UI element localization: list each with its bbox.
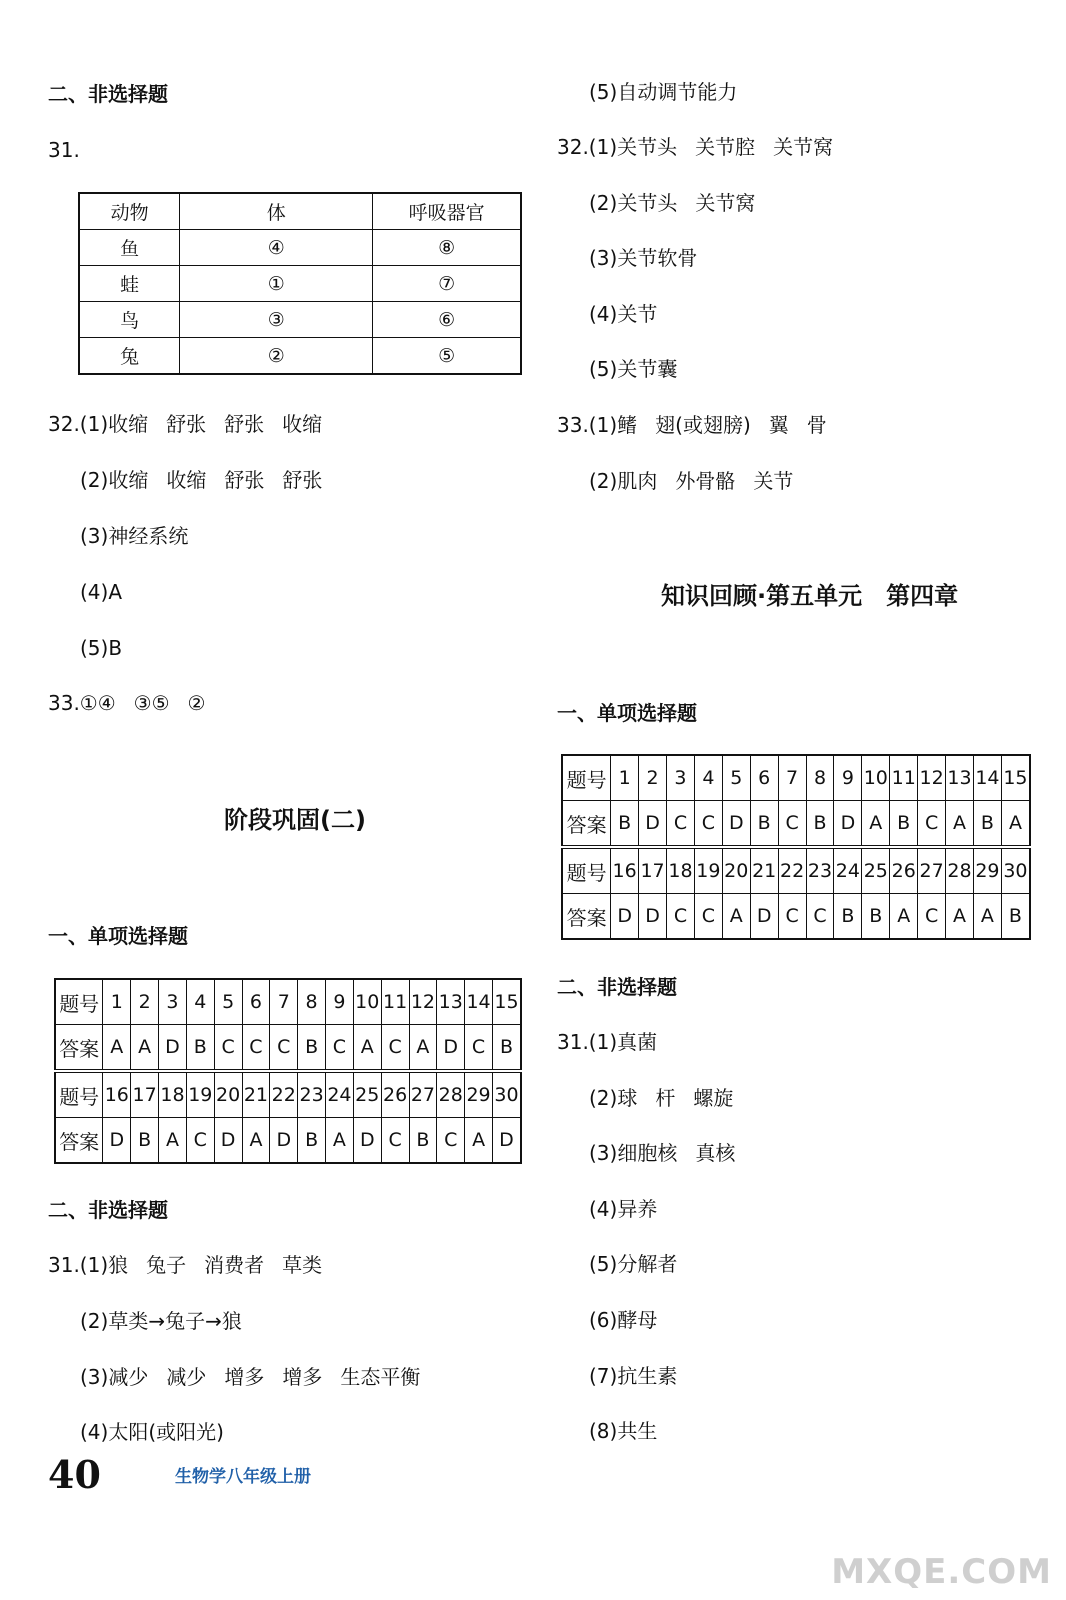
table-cell: 27 bbox=[409, 1071, 437, 1118]
number-row bbox=[562, 847, 1030, 894]
answer-text: 消费者 bbox=[204, 1253, 265, 1277]
answer-text: 杆 bbox=[655, 1086, 676, 1110]
table-cell: B bbox=[834, 894, 862, 940]
table-cell: B bbox=[890, 801, 918, 848]
table-cell: B bbox=[611, 801, 639, 848]
answer-line-c31-3 bbox=[589, 1139, 735, 1167]
table-cell: 17 bbox=[131, 1071, 159, 1118]
q31-label: 31. bbox=[48, 138, 80, 162]
table-cell: D bbox=[214, 1118, 242, 1164]
table-cell: D bbox=[722, 801, 750, 848]
answer-text: (2)球 bbox=[589, 1086, 638, 1110]
answer-text: 生态平衡 bbox=[340, 1365, 421, 1389]
row-label: 题号 bbox=[562, 847, 611, 894]
table-cell: A bbox=[409, 1025, 437, 1072]
table-cell: 7 bbox=[778, 755, 806, 801]
table-cell: A bbox=[103, 1025, 131, 1072]
answer-text: 关节腔 bbox=[695, 135, 756, 159]
table-cell: 13 bbox=[946, 755, 974, 801]
row-label: 题号 bbox=[562, 755, 611, 801]
table-cell: 15 bbox=[492, 979, 521, 1025]
table-cell: D bbox=[639, 894, 667, 940]
row-label: 答案 bbox=[562, 801, 611, 848]
table-cell: A bbox=[131, 1025, 159, 1072]
table-cell: 21 bbox=[750, 847, 778, 894]
table-cell: D bbox=[834, 801, 862, 848]
table-cell: 8 bbox=[298, 979, 326, 1025]
answer-table-stage2 bbox=[54, 978, 522, 1164]
chapter-title: 知识回顾·第五单元 第四章 bbox=[661, 582, 959, 610]
table-row bbox=[79, 266, 521, 302]
answer-line-b31-4: (4)太阳(或阳光) bbox=[80, 1420, 224, 1444]
section-heading-nonchoice: 二、非选择题 bbox=[557, 975, 677, 999]
table-cell: ② bbox=[180, 338, 373, 375]
answer-line-b31-2: (2)草类→兔子→狼 bbox=[80, 1309, 242, 1333]
answer-line-b31-3 bbox=[80, 1363, 420, 1391]
answer-line-q33 bbox=[48, 689, 205, 717]
answer-text: 收缩 bbox=[166, 468, 207, 492]
table-cell: B bbox=[806, 801, 834, 848]
table-cell: 4 bbox=[186, 979, 214, 1025]
table-cell: B bbox=[973, 801, 1001, 848]
table-cell: ⑦ bbox=[373, 266, 521, 302]
table-cell: 11 bbox=[890, 755, 918, 801]
table-cell: C bbox=[214, 1025, 242, 1072]
answer-line-b31-1 bbox=[48, 1251, 322, 1279]
answer-line-c31-4: (4)异养 bbox=[589, 1197, 658, 1221]
table-cell: 30 bbox=[492, 1071, 521, 1118]
table-cell: 10 bbox=[862, 755, 890, 801]
table-cell: ⑧ bbox=[373, 230, 521, 266]
answer-text: ② bbox=[187, 691, 206, 715]
header-cell: 动物 bbox=[79, 193, 180, 230]
table-cell: A bbox=[722, 894, 750, 940]
row-label: 答案 bbox=[55, 1025, 103, 1072]
answer-text: 33.①④ bbox=[48, 691, 116, 715]
animal-organ-table bbox=[78, 192, 522, 375]
table-cell: A bbox=[159, 1118, 187, 1164]
table-cell: C bbox=[694, 894, 722, 940]
table-cell: C bbox=[381, 1025, 409, 1072]
table-cell: C bbox=[326, 1025, 354, 1072]
answer-text: 收缩 bbox=[282, 412, 323, 436]
answer-line-r33-2 bbox=[589, 467, 793, 495]
row-label: 答案 bbox=[55, 1118, 103, 1164]
answer-text: 增多 bbox=[282, 1365, 323, 1389]
answer-text: 33.(1)鳍 bbox=[557, 413, 638, 437]
row-label: 题号 bbox=[55, 979, 103, 1025]
table-cell: B bbox=[298, 1118, 326, 1164]
table-cell: 26 bbox=[381, 1071, 409, 1118]
table-cell: 19 bbox=[694, 847, 722, 894]
answer-text: 翅(或翅膀) bbox=[655, 413, 751, 437]
number-row bbox=[562, 755, 1030, 801]
answer-text: 32.(1)收缩 bbox=[48, 412, 149, 436]
table-cell: 蛙 bbox=[79, 266, 180, 302]
answer-line-r32-2 bbox=[589, 189, 755, 217]
answer-line-r32-4: (4)关节 bbox=[589, 302, 658, 326]
table-cell: D bbox=[750, 894, 778, 940]
table-row bbox=[79, 230, 521, 266]
table-cell: B bbox=[298, 1025, 326, 1072]
table-cell: 8 bbox=[806, 755, 834, 801]
table-cell: 28 bbox=[946, 847, 974, 894]
table-cell: 5 bbox=[214, 979, 242, 1025]
table-cell: 21 bbox=[242, 1071, 270, 1118]
table-cell: 6 bbox=[750, 755, 778, 801]
answer-line-r32-1 bbox=[557, 133, 833, 161]
table-cell: C bbox=[778, 894, 806, 940]
table-cell: 3 bbox=[159, 979, 187, 1025]
table-cell: ⑥ bbox=[373, 302, 521, 338]
table-cell: D bbox=[639, 801, 667, 848]
table-cell: B bbox=[1001, 894, 1030, 940]
answer-text: 翼 bbox=[768, 413, 789, 437]
table-cell: 7 bbox=[270, 979, 298, 1025]
answer-text: 真核 bbox=[695, 1141, 736, 1165]
table-row bbox=[79, 338, 521, 375]
table-cell: A bbox=[946, 801, 974, 848]
table-cell: 16 bbox=[103, 1071, 131, 1118]
table-cell: D bbox=[159, 1025, 187, 1072]
table-cell: B bbox=[409, 1118, 437, 1164]
table-cell: D bbox=[353, 1118, 381, 1164]
answer-text: 舒张 bbox=[224, 412, 265, 436]
section-heading-nonchoice: 二、非选择题 bbox=[48, 82, 168, 106]
table-cell: A bbox=[465, 1118, 493, 1164]
answer-table-chapter4 bbox=[561, 754, 1031, 940]
answer-line-c31-7: (7)抗生素 bbox=[589, 1364, 678, 1388]
table-cell: B bbox=[131, 1118, 159, 1164]
table-cell: 25 bbox=[353, 1071, 381, 1118]
table-cell: 9 bbox=[326, 979, 354, 1025]
answer-line-q32-1 bbox=[48, 410, 322, 438]
row-label: 答案 bbox=[562, 894, 611, 940]
table-cell: 29 bbox=[465, 1071, 493, 1118]
table-cell: 26 bbox=[890, 847, 918, 894]
answer-text: 舒张 bbox=[224, 468, 265, 492]
table-cell: C bbox=[918, 801, 946, 848]
stage-title: 阶段巩固(二) bbox=[224, 806, 366, 834]
watermark-logo: MXQE.COM bbox=[831, 1552, 1052, 1592]
answer-row bbox=[55, 1118, 521, 1164]
table-cell: A bbox=[326, 1118, 354, 1164]
table-cell: 13 bbox=[437, 979, 465, 1025]
answer-text: 32.(1)关节头 bbox=[557, 135, 678, 159]
table-cell: A bbox=[890, 894, 918, 940]
table-cell: 2 bbox=[639, 755, 667, 801]
number-row bbox=[55, 1071, 521, 1118]
table-cell: B bbox=[862, 894, 890, 940]
answer-text: 舒张 bbox=[282, 468, 323, 492]
table-cell: C bbox=[242, 1025, 270, 1072]
answer-text: (2)肌肉 bbox=[589, 469, 658, 493]
table-cell: 14 bbox=[973, 755, 1001, 801]
table-cell: 24 bbox=[834, 847, 862, 894]
answer-line-c31-8: (8)共生 bbox=[589, 1419, 658, 1443]
answer-line-c31-1: 31.(1)真菌 bbox=[557, 1030, 658, 1054]
answer-line-r31-5: (5)自动调节能力 bbox=[589, 80, 738, 104]
table-cell: 17 bbox=[639, 847, 667, 894]
table-cell: 11 bbox=[381, 979, 409, 1025]
answer-text: 关节窝 bbox=[773, 135, 834, 159]
table-cell: 14 bbox=[465, 979, 493, 1025]
table-cell: A bbox=[946, 894, 974, 940]
table-cell: 5 bbox=[722, 755, 750, 801]
answer-line-r32-5: (5)关节囊 bbox=[589, 357, 678, 381]
table-cell: 12 bbox=[409, 979, 437, 1025]
table-cell: 1 bbox=[611, 755, 639, 801]
answer-text: (2)收缩 bbox=[80, 468, 149, 492]
table-cell: 18 bbox=[159, 1071, 187, 1118]
answer-text: 外骨骼 bbox=[675, 469, 736, 493]
answer-text: 增多 bbox=[224, 1365, 265, 1389]
table-cell: 兔 bbox=[79, 338, 180, 375]
table-cell: C bbox=[465, 1025, 493, 1072]
table-cell: 19 bbox=[186, 1071, 214, 1118]
table-cell: 16 bbox=[611, 847, 639, 894]
table-cell: 23 bbox=[298, 1071, 326, 1118]
table-cell: C bbox=[381, 1118, 409, 1164]
answer-row bbox=[562, 894, 1030, 940]
table-cell: D bbox=[437, 1025, 465, 1072]
answer-line-c31-5: (5)分解者 bbox=[589, 1252, 678, 1276]
table-cell: 1 bbox=[103, 979, 131, 1025]
answer-text: (3)减少 bbox=[80, 1365, 149, 1389]
table-cell: C bbox=[806, 894, 834, 940]
table-cell: D bbox=[492, 1118, 521, 1164]
table-cell: 22 bbox=[778, 847, 806, 894]
table-cell: 鱼 bbox=[79, 230, 180, 266]
table-cell: 30 bbox=[1001, 847, 1030, 894]
table-cell: C bbox=[437, 1118, 465, 1164]
answer-text: 31.(1)狼 bbox=[48, 1253, 129, 1277]
table-cell: A bbox=[862, 801, 890, 848]
table-cell: 2 bbox=[131, 979, 159, 1025]
answer-row bbox=[55, 1025, 521, 1072]
answer-text: 舒张 bbox=[166, 412, 207, 436]
table-cell: C bbox=[667, 801, 695, 848]
table-cell: ① bbox=[180, 266, 373, 302]
table-cell: A bbox=[973, 894, 1001, 940]
table-row bbox=[79, 302, 521, 338]
answer-text: 减少 bbox=[166, 1365, 207, 1389]
answer-line-r33-1 bbox=[557, 411, 827, 439]
book-title: 生物学八年级上册 bbox=[175, 1467, 311, 1487]
answer-line-q32-3: (3)神经系统 bbox=[80, 524, 189, 548]
table-cell: B bbox=[492, 1025, 521, 1072]
table-cell: D bbox=[611, 894, 639, 940]
table-cell: 27 bbox=[918, 847, 946, 894]
table-cell: C bbox=[667, 894, 695, 940]
table-cell: D bbox=[103, 1118, 131, 1164]
table-cell: 3 bbox=[667, 755, 695, 801]
page-number: 40 bbox=[48, 1452, 101, 1497]
answer-text: 关节窝 bbox=[695, 191, 756, 215]
table-cell: B bbox=[186, 1025, 214, 1072]
table-cell: 20 bbox=[722, 847, 750, 894]
table-cell: C bbox=[186, 1118, 214, 1164]
answer-row bbox=[562, 801, 1030, 848]
section-heading-single-choice: 一、单项选择题 bbox=[48, 924, 188, 948]
answer-line-q32-2 bbox=[80, 466, 322, 494]
table-cell: 29 bbox=[973, 847, 1001, 894]
answer-text: 草类 bbox=[282, 1253, 323, 1277]
answer-text: (2)关节头 bbox=[589, 191, 678, 215]
answer-text: 螺旋 bbox=[693, 1086, 734, 1110]
table-cell: B bbox=[750, 801, 778, 848]
header-cell: 呼吸器官 bbox=[373, 193, 521, 230]
answer-line-c31-6: (6)酵母 bbox=[589, 1308, 658, 1332]
table-cell: 12 bbox=[918, 755, 946, 801]
table-cell: 22 bbox=[270, 1071, 298, 1118]
table-cell: 28 bbox=[437, 1071, 465, 1118]
answer-line-c31-2 bbox=[589, 1084, 733, 1112]
number-row bbox=[55, 979, 521, 1025]
table-cell: 4 bbox=[694, 755, 722, 801]
header-cell: 体 bbox=[180, 193, 373, 230]
table-cell: A bbox=[1001, 801, 1030, 848]
table-cell: 18 bbox=[667, 847, 695, 894]
table-cell: 25 bbox=[862, 847, 890, 894]
table-cell: 20 bbox=[214, 1071, 242, 1118]
table-cell: ⑤ bbox=[373, 338, 521, 375]
table-cell: 6 bbox=[242, 979, 270, 1025]
table-header-row bbox=[79, 193, 521, 230]
table-cell: ④ bbox=[180, 230, 373, 266]
table-cell: ③ bbox=[180, 302, 373, 338]
table-cell: C bbox=[694, 801, 722, 848]
answer-text: 骨 bbox=[806, 413, 827, 437]
table-cell: C bbox=[778, 801, 806, 848]
answer-line-q32-5: (5)B bbox=[80, 636, 123, 660]
answer-text: (3)细胞核 bbox=[589, 1141, 678, 1165]
answer-text: 关节 bbox=[753, 469, 794, 493]
table-cell: A bbox=[242, 1118, 270, 1164]
table-cell: 15 bbox=[1001, 755, 1030, 801]
answer-line-q32-4: (4)A bbox=[80, 580, 123, 604]
table-cell: A bbox=[353, 1025, 381, 1072]
section-heading-nonchoice-2: 二、非选择题 bbox=[48, 1198, 168, 1222]
answer-text: ③⑤ bbox=[133, 691, 170, 715]
table-cell: C bbox=[270, 1025, 298, 1072]
table-cell: C bbox=[918, 894, 946, 940]
answer-text: 兔子 bbox=[146, 1253, 187, 1277]
table-cell: 23 bbox=[806, 847, 834, 894]
answer-line-r32-3: (3)关节软骨 bbox=[589, 246, 698, 270]
row-label: 题号 bbox=[55, 1071, 103, 1118]
table-cell: 10 bbox=[353, 979, 381, 1025]
table-cell: D bbox=[270, 1118, 298, 1164]
table-cell: 9 bbox=[834, 755, 862, 801]
section-heading-single-choice: 一、单项选择题 bbox=[557, 701, 697, 725]
table-cell: 24 bbox=[326, 1071, 354, 1118]
table-cell: 鸟 bbox=[79, 302, 180, 338]
